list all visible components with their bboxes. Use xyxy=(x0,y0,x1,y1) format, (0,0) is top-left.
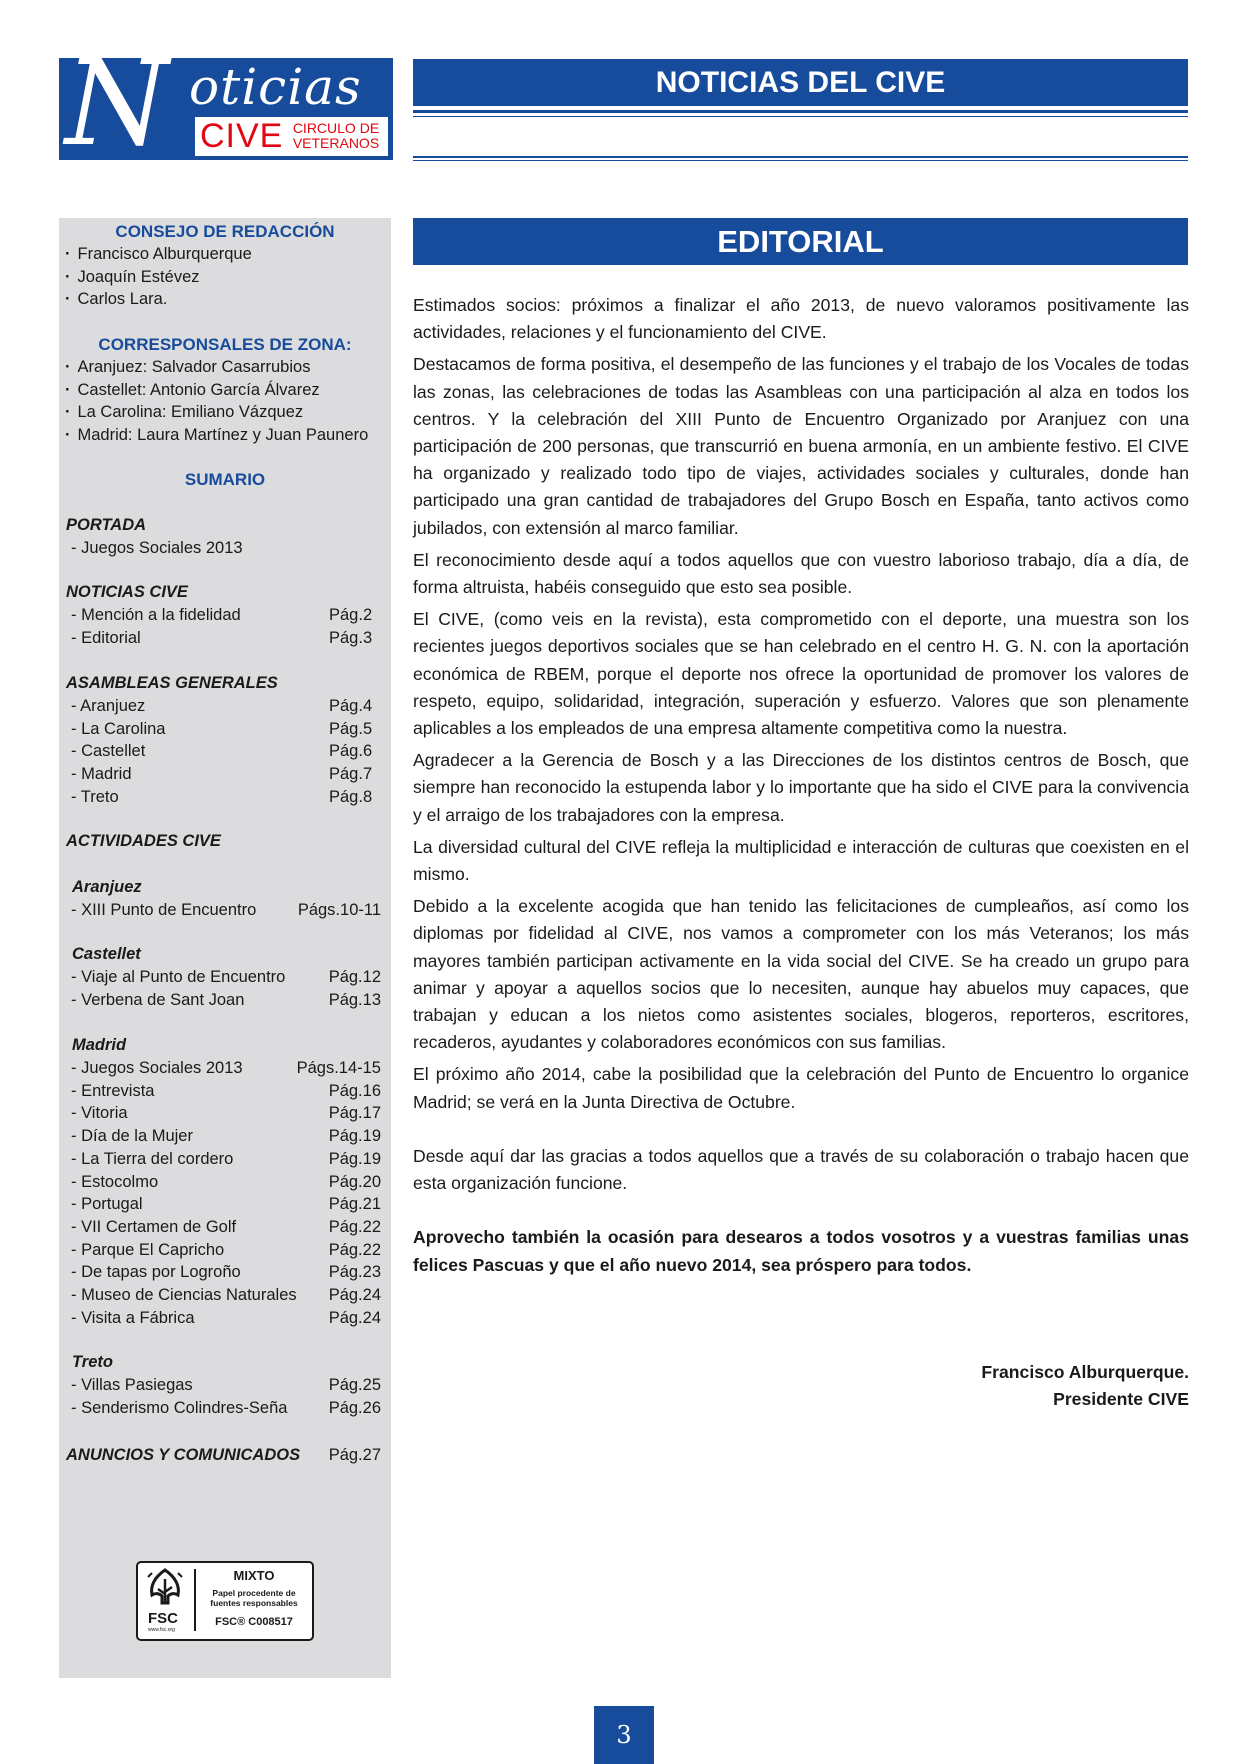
list-item: · Joaquín Estévez xyxy=(65,266,252,289)
toc-row xyxy=(71,604,381,627)
list-item: · Madrid: Laura Martínez y Juan Paunero xyxy=(65,424,368,447)
toc-title: - Juegos Sociales 2013 xyxy=(71,1057,243,1080)
toc-row xyxy=(71,1284,381,1307)
toc-row xyxy=(71,899,381,922)
toc-row xyxy=(71,1080,381,1103)
toc-row xyxy=(71,966,381,989)
toc-subsection-aranjuez: Aranjuez xyxy=(72,878,142,896)
toc-page: Pág.19 xyxy=(328,1149,381,1168)
toc-madrid xyxy=(71,1057,381,1329)
toc-page: Pág.2 xyxy=(329,606,373,624)
section-title-bar: NOTICIAS DEL CIVE xyxy=(413,59,1188,106)
fsc-label: FSC xyxy=(148,1610,178,1627)
page-number: 3 xyxy=(594,1706,654,1764)
editorial-paragraph: El próximo año 2014, cabe la posibilidad que la celebración del Punto de Encuentro lo organice Madrid; se verá en la Junta Directiva de Octubre. xyxy=(413,1064,1189,1112)
toc-row xyxy=(71,627,381,650)
fsc-code: FSC® C008517 xyxy=(215,1616,293,1628)
toc-title: - Vitoria xyxy=(71,1102,128,1125)
toc-asambleas xyxy=(71,695,381,809)
consejo-heading: CONSEJO DE REDACCIÓN xyxy=(115,222,335,241)
toc-row xyxy=(71,1125,381,1148)
editorial-paragraph: El reconocimiento desde aquí a todos aquellos que con vuestro laborioso trabajo, día a día, de forma altruista, habéis conseguido que esto sea posible. xyxy=(413,549,1189,598)
toc-title: - Madrid xyxy=(71,763,132,786)
toc-page: Pág.25 xyxy=(328,1376,381,1394)
toc-page: Pág.17 xyxy=(328,1104,381,1123)
toc-page: Pág.8 xyxy=(329,787,373,806)
toc-page: Pág.26 xyxy=(328,1398,381,1417)
fsc-tree-icon xyxy=(142,1567,188,1611)
toc-page: Pág.27 xyxy=(328,1446,381,1464)
toc-title: - Estocolmo xyxy=(71,1171,158,1194)
consejo-list xyxy=(65,243,252,311)
editorial-body xyxy=(413,292,1189,1284)
sumario-heading: SUMARIO xyxy=(184,470,266,489)
toc-title: - Portugal xyxy=(71,1193,143,1216)
toc-page: Pág.19 xyxy=(328,1127,381,1146)
toc-title: - Día de la Mujer xyxy=(71,1125,193,1148)
editorial-paragraph: Agradecer a la Gerencia de Bosch y a las Direcciones de los distintos centros de Bosch, que siempre han reconocido la estupenda labor y lo importante que ha sido el CIVE para la convivencia y el arraigo de los trabajadores con la empresa. xyxy=(413,750,1189,825)
toc-title: - Museo de Ciencias Naturales xyxy=(71,1284,297,1307)
sidebar xyxy=(59,218,391,1678)
toc-section-asambleas: ASAMBLEAS GENERALES xyxy=(66,674,278,692)
toc-title: - Visita a Fábrica xyxy=(71,1307,195,1330)
toc-page xyxy=(329,537,381,560)
toc-page: Pág.24 xyxy=(328,1308,381,1327)
toc-subsection-treto: Treto xyxy=(72,1353,113,1371)
toc-page: Pág.13 xyxy=(328,990,381,1009)
list-item: · La Carolina: Emiliano Vázquez xyxy=(65,401,368,424)
toc-title: - Verbena de Sant Joan xyxy=(71,989,244,1012)
toc-row xyxy=(71,1171,381,1194)
toc-section-anuncios: ANUNCIOS Y COMUNICADOS xyxy=(66,1446,301,1464)
toc-page: Págs.10-11 xyxy=(297,901,381,919)
fsc-text: Papel procedente de fuentes responsables xyxy=(210,1588,298,1608)
toc-row xyxy=(71,1102,381,1125)
logo-word: oticias xyxy=(189,58,362,116)
logo-brand-box xyxy=(195,117,388,156)
fsc-url: www.fsc.org xyxy=(148,1627,175,1633)
toc-row xyxy=(71,1307,381,1330)
toc-title: - La Tierra del cordero xyxy=(71,1148,233,1171)
editorial-paragraph: Debido a la excelente acogida que han tenido las felicitaciones de cumpleaños, así como los diplomas por fidelidad al CIVE, nos vamos a comprometer con los más Veteranos; los más mayores también participan activamente en la vida social del CIVE. Se ha creado un grupo para animar y apoyar a aquellos socios que lo necesiten, aunque hay abuelos muy capaces, que trabajan y educan a los nietos como asistentes sociales, blogeros, reporteros, escritores, recaderos, ayudantes y colaboradores económicos con sus familias. xyxy=(413,896,1189,1053)
logo-subtitle-line2: VETERANOS xyxy=(292,135,380,151)
toc-row xyxy=(66,1444,381,1467)
toc-treto xyxy=(71,1374,381,1419)
toc-title: - De tapas por Logroño xyxy=(71,1261,241,1284)
signature-role: Presidente CIVE xyxy=(1053,1389,1189,1409)
header-rule xyxy=(413,110,1188,113)
toc-page: Pág.21 xyxy=(328,1195,381,1214)
editorial-paragraph: Estimados socios: próximos a finalizar el año 2013, de nuevo valoramos positivamente las actividades, relaciones y el funcionamiento del CIVE. xyxy=(413,295,1189,343)
corresponsales-heading: CORRESPONSALES DE ZONA: xyxy=(98,335,352,354)
masthead-logo xyxy=(59,58,393,160)
toc-title: - VII Certamen de Golf xyxy=(71,1216,236,1239)
toc-row xyxy=(71,989,381,1012)
toc-row xyxy=(71,763,381,786)
toc-row xyxy=(71,740,381,763)
list-item: · Aranjuez: Salvador Casarrubios xyxy=(65,356,368,379)
logo-subtitle xyxy=(285,121,387,151)
toc-title: - Parque El Capricho xyxy=(71,1239,224,1262)
editorial-paragraph: La diversidad cultural del CIVE refleja la multiplicidad e interacción de culturas que coexisten en el mismo. xyxy=(413,836,1189,885)
editorial-paragraph: El CIVE, (como veis en la revista), esta comprometido con el deporte, una muestra son los recientes juegos deportivos sociales que se han celebrado en el centro H. G. N. con la aportación económica de RBEM, porque el deporte nos ofrece la oportunidad de promover los valores de respeto, equipo, solidaridad, integración, superación y esfuerzo. Valores que son plenamente aplicables a los empleados de una empresa altamente competitiva como la nuestra. xyxy=(413,609,1189,739)
toc-title: - Senderismo Colindres-Seña xyxy=(71,1397,287,1420)
toc-title: - La Carolina xyxy=(71,718,165,741)
logo-subtitle-line1: CIRCULO DE xyxy=(292,120,380,136)
toc-aranjuez xyxy=(71,899,381,922)
toc-subsection-castellet: Castellet xyxy=(72,945,141,963)
toc-title: - Treto xyxy=(71,786,119,809)
toc-subsection-madrid: Madrid xyxy=(72,1036,127,1054)
toc-title: - Mención a la fidelidad xyxy=(71,604,241,627)
toc-page: Págs.14-15 xyxy=(296,1059,381,1077)
toc-row xyxy=(71,1057,381,1080)
toc-title: - Entrevista xyxy=(71,1080,154,1103)
toc-page: Pág.23 xyxy=(328,1263,381,1282)
corresponsales-list xyxy=(65,356,368,447)
toc-page: Pág.22 xyxy=(328,1240,381,1259)
toc-title: - Villas Pasiegas xyxy=(71,1374,193,1397)
toc-page: Pág.5 xyxy=(329,719,373,738)
toc-page: Pág.22 xyxy=(328,1217,381,1236)
editorial-closing: Aprovecho también la ocasión para desearos a todos vosotros y a vuestras familias unas felices Pascuas y que el año nuevo 2014, sea próspero para todos. xyxy=(413,1227,1189,1275)
toc-section-noticias: NOTICIAS CIVE xyxy=(66,583,188,601)
signature xyxy=(800,1359,1189,1413)
toc-row xyxy=(71,537,381,560)
toc-castellet xyxy=(71,966,381,1011)
toc-page: Pág.12 xyxy=(328,968,381,986)
toc-row xyxy=(71,1216,381,1239)
toc-page: Pág.3 xyxy=(329,628,373,647)
toc-row xyxy=(71,1148,381,1171)
toc-row xyxy=(71,718,381,741)
fsc-badge xyxy=(136,1561,314,1641)
toc-page: Pág.4 xyxy=(329,697,373,715)
editorial-paragraph: Destacamos de forma positiva, el desempeño de las funciones y el trabajo de los Vocales de todas las zonas, las celebraciones de todas las Asambleas con una participación al alza en todos los centros. Y la celebración del XIII Punto de Encuentro Organizado por Aranjuez con una participación de 200 personas, que transcurrió en buena armonía, en un ambiente festivo. El CIVE ha organizado y realizado todo tipo de viajes, actividades sociales y culturales, donde han participado una gran cantidad de trabajadores del Grupo Bosch en España, tanto activos como jubilados, con extensión al marco familiar. xyxy=(413,354,1189,538)
toc-page: Pág.16 xyxy=(328,1081,381,1100)
list-item: · Francisco Alburquerque xyxy=(65,243,252,266)
signature-name: Francisco Alburquerque. xyxy=(981,1362,1189,1382)
toc-page: Pág.20 xyxy=(328,1172,381,1191)
header-rule-lower xyxy=(413,156,1188,158)
toc-title: - Viaje al Punto de Encuentro xyxy=(71,966,285,989)
toc-row xyxy=(71,1397,381,1420)
list-item: · Castellet: Antonio García Álvarez xyxy=(65,379,368,402)
logo-initial: N xyxy=(65,58,169,160)
header-rule-lower-thin xyxy=(413,160,1188,161)
toc-row xyxy=(71,1239,381,1262)
toc-section-actividades: ACTIVIDADES CIVE xyxy=(66,832,221,850)
fsc-mixto: MIXTO xyxy=(233,1568,275,1583)
toc-anuncios xyxy=(66,1444,381,1467)
toc-page: Pág.6 xyxy=(329,742,373,761)
logo-brand: CIVE xyxy=(200,117,284,155)
toc-page: Pág.24 xyxy=(328,1286,381,1305)
toc-row xyxy=(71,786,381,809)
toc-portada xyxy=(71,537,381,560)
toc-row xyxy=(71,1374,381,1397)
toc-title: - Castellet xyxy=(71,740,145,763)
toc-title: - Editorial xyxy=(71,627,141,650)
fsc-divider xyxy=(194,1569,196,1631)
toc-title: - Aranjuez xyxy=(71,695,145,718)
toc-section-portada: PORTADA xyxy=(66,516,147,534)
list-item: · Carlos Lara. xyxy=(65,288,252,311)
toc-title: - XIII Punto de Encuentro xyxy=(71,899,256,922)
toc-title: - Juegos Sociales 2013 xyxy=(71,537,243,560)
toc-row xyxy=(71,1261,381,1284)
toc-noticias xyxy=(71,604,381,649)
editorial-heading: EDITORIAL xyxy=(413,218,1188,265)
toc-row xyxy=(71,695,381,718)
header-rule-thin xyxy=(413,116,1188,117)
toc-row xyxy=(71,1193,381,1216)
toc-page: Pág.7 xyxy=(329,765,373,784)
editorial-thanks: Desde aquí dar las gracias a todos aquellos que a través de su colaboración o trabajo hacen que esta organización funcione. xyxy=(413,1145,1189,1194)
